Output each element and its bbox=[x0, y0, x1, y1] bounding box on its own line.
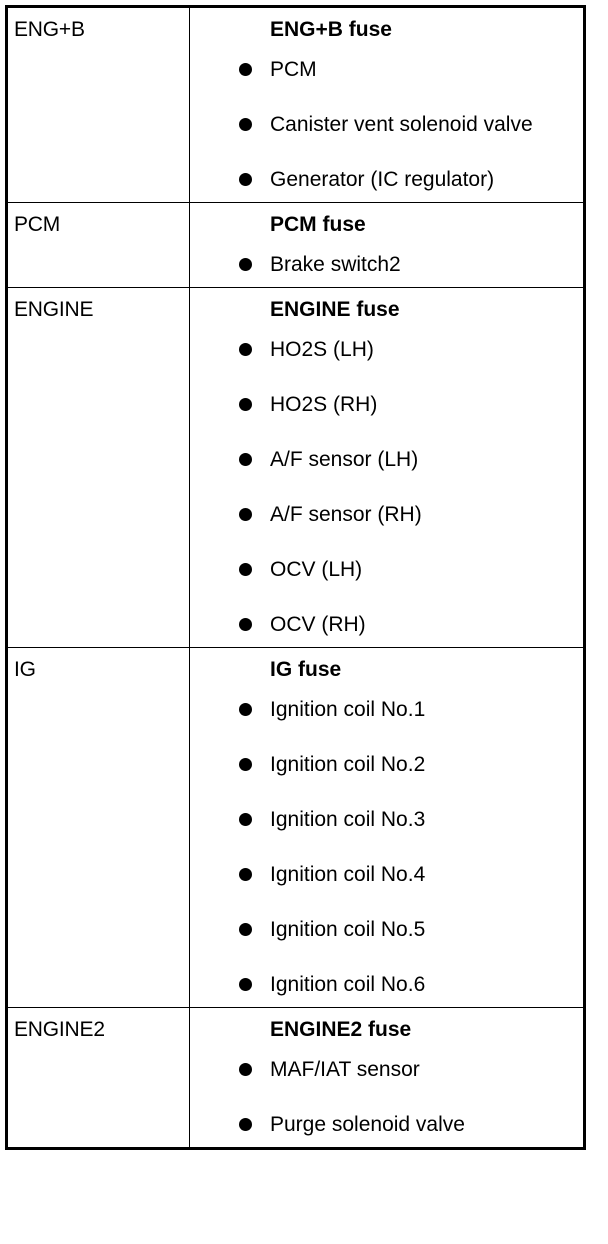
fuse-title: ENG+B fuse bbox=[270, 18, 392, 41]
component-label: HO2S (RH) bbox=[270, 393, 378, 416]
list-item bbox=[190, 970, 583, 999]
component-label: Purge solenoid valve bbox=[270, 1113, 465, 1136]
list-item bbox=[190, 805, 583, 834]
fuse-detail-cell bbox=[190, 648, 585, 1008]
table-row bbox=[7, 288, 585, 648]
fuse-title: ENGINE2 fuse bbox=[270, 1018, 412, 1041]
circuit-name-cell bbox=[7, 1008, 190, 1149]
bullet-icon bbox=[239, 1118, 252, 1131]
list-item bbox=[190, 860, 583, 889]
component-label: Ignition coil No.4 bbox=[270, 863, 426, 886]
list-item bbox=[190, 1055, 583, 1084]
table-row bbox=[7, 1008, 585, 1149]
bullet-icon bbox=[239, 453, 252, 466]
fuse-detail-cell bbox=[190, 1008, 585, 1149]
bullet-icon bbox=[239, 173, 252, 186]
list-item bbox=[190, 1110, 583, 1139]
list-item bbox=[190, 610, 583, 639]
list-item bbox=[190, 915, 583, 944]
list-item bbox=[190, 750, 583, 779]
circuit-name: ENGINE bbox=[14, 298, 94, 321]
fuse-detail-cell bbox=[190, 7, 585, 203]
list-item bbox=[190, 110, 583, 139]
component-label: Ignition coil No.6 bbox=[270, 973, 426, 996]
fuse-component-list bbox=[190, 695, 583, 999]
list-item bbox=[190, 165, 583, 194]
circuit-name-cell bbox=[7, 203, 190, 288]
fuse-title: ENGINE fuse bbox=[270, 298, 400, 321]
table-row bbox=[7, 7, 585, 203]
circuit-name-cell bbox=[7, 288, 190, 648]
bullet-icon bbox=[239, 703, 252, 716]
bullet-icon bbox=[239, 758, 252, 771]
component-label: MAF/IAT sensor bbox=[270, 1058, 420, 1081]
fuse-component-list bbox=[190, 335, 583, 639]
component-label: Ignition coil No.5 bbox=[270, 918, 426, 941]
list-item bbox=[190, 390, 583, 419]
fuse-title: IG fuse bbox=[270, 658, 342, 681]
table-row bbox=[7, 203, 585, 288]
bullet-icon bbox=[239, 618, 252, 631]
fuse-circuit-table bbox=[5, 5, 586, 1150]
component-label: Brake switch2 bbox=[270, 253, 401, 276]
bullet-icon bbox=[239, 1063, 252, 1076]
circuit-name: PCM bbox=[14, 213, 61, 236]
list-item bbox=[190, 250, 583, 279]
fuse-detail-cell bbox=[190, 288, 585, 648]
fuse-component-list bbox=[190, 250, 583, 279]
circuit-name: IG bbox=[14, 658, 36, 681]
fuse-component-list bbox=[190, 55, 583, 194]
bullet-icon bbox=[239, 398, 252, 411]
bullet-icon bbox=[239, 343, 252, 356]
bullet-icon bbox=[239, 258, 252, 271]
bullet-icon bbox=[239, 118, 252, 131]
bullet-icon bbox=[239, 923, 252, 936]
bullet-icon bbox=[239, 563, 252, 576]
component-label: OCV (LH) bbox=[270, 558, 363, 581]
list-item bbox=[190, 55, 583, 84]
bullet-icon bbox=[239, 813, 252, 826]
bullet-icon bbox=[239, 978, 252, 991]
list-item bbox=[190, 445, 583, 474]
fuse-component-list bbox=[190, 1055, 583, 1139]
component-label: Ignition coil No.1 bbox=[270, 698, 426, 721]
bullet-icon bbox=[239, 508, 252, 521]
component-label: OCV (RH) bbox=[270, 613, 366, 636]
fuse-detail-cell bbox=[190, 203, 585, 288]
component-label: PCM bbox=[270, 58, 317, 81]
component-label: HO2S (LH) bbox=[270, 338, 374, 361]
component-label: Ignition coil No.2 bbox=[270, 753, 426, 776]
bullet-icon bbox=[239, 63, 252, 76]
fuse-title: PCM fuse bbox=[270, 213, 366, 236]
component-label: A/F sensor (LH) bbox=[270, 448, 419, 471]
circuit-name-cell bbox=[7, 7, 190, 203]
fuse-table-body bbox=[7, 7, 585, 1149]
bullet-icon bbox=[239, 868, 252, 881]
list-item bbox=[190, 335, 583, 364]
component-label: Ignition coil No.3 bbox=[270, 808, 426, 831]
component-label: A/F sensor (RH) bbox=[270, 503, 422, 526]
list-item bbox=[190, 500, 583, 529]
circuit-name: ENGINE2 bbox=[14, 1018, 105, 1041]
component-label: Generator (IC regulator) bbox=[270, 168, 495, 191]
list-item bbox=[190, 555, 583, 584]
list-item bbox=[190, 695, 583, 724]
table-row bbox=[7, 648, 585, 1008]
component-label: Canister vent solenoid valve bbox=[270, 113, 533, 136]
circuit-name: ENG+B bbox=[14, 18, 85, 41]
circuit-name-cell bbox=[7, 648, 190, 1008]
